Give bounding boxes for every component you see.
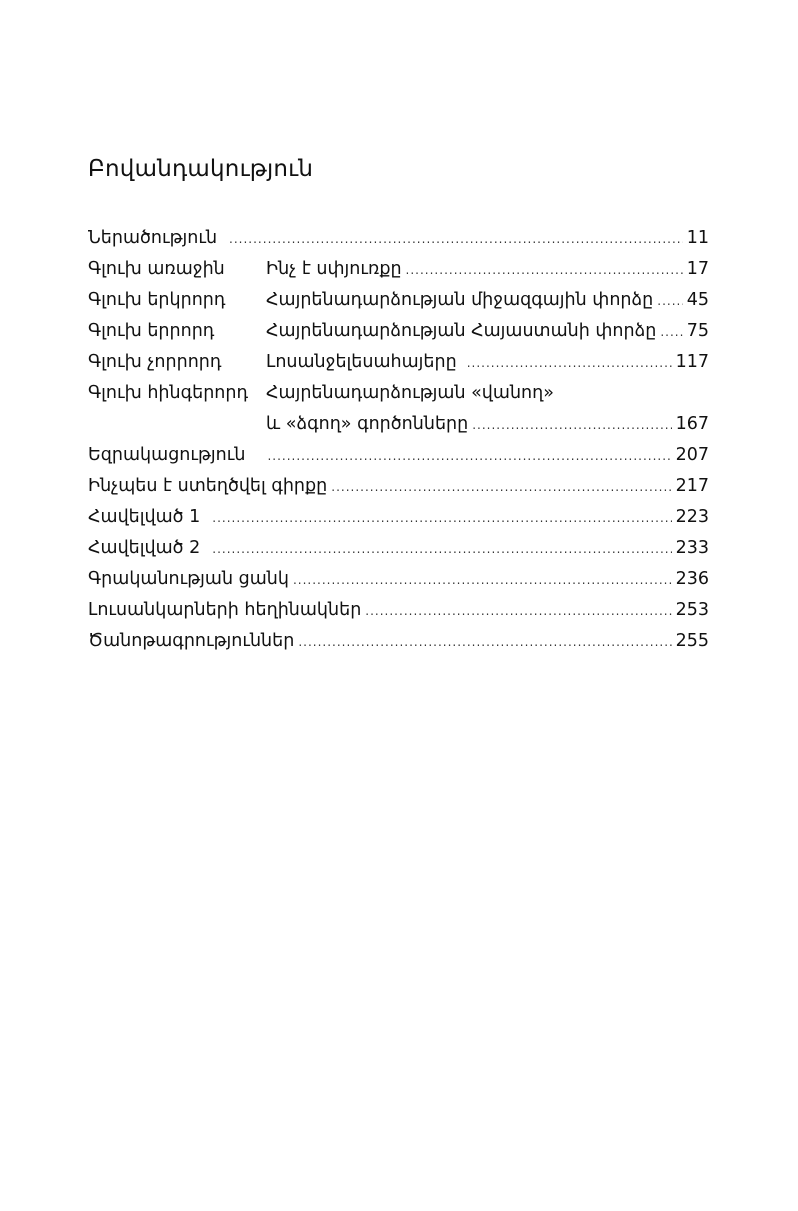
toc-chapter-label: Գլուխ առաջին xyxy=(88,259,225,279)
leader-dots xyxy=(229,224,683,255)
toc-entry-label: Ծանոթագրություններ xyxy=(88,631,295,651)
toc-entry-chapter-1 xyxy=(88,254,709,285)
leader-dots xyxy=(293,565,672,596)
toc-page-number: 253 xyxy=(675,600,709,620)
toc-page-number: 223 xyxy=(675,507,709,527)
toc-entry-chapter-2 xyxy=(88,285,709,316)
table-of-contents xyxy=(88,223,709,657)
toc-chapter-label: Գլուխ երկրորդ xyxy=(88,290,226,310)
toc-chapter-label: Գլուխ հինգերորդ xyxy=(88,383,249,403)
toc-chapter-title: Ինչ է սփյուռքը xyxy=(266,259,402,279)
toc-chapter-title: և «ձգող» գործոնները xyxy=(266,414,469,434)
toc-entry-notes xyxy=(88,626,709,657)
toc-page-number: 236 xyxy=(675,569,709,589)
toc-entry-making-of-book xyxy=(88,471,709,502)
toc-entry-conclusion xyxy=(88,440,709,471)
leader-dots xyxy=(331,472,671,503)
toc-entry-bibliography xyxy=(88,564,709,595)
toc-entry-label: Ներածություն xyxy=(88,228,218,248)
toc-entry-photo-authors xyxy=(88,595,709,626)
toc-entry-appendix-2 xyxy=(88,533,709,564)
toc-chapter-label: Գլուխ երրորդ xyxy=(88,321,215,341)
toc-chapter-title: Հայրենադարձության Հայաստանի փորձը xyxy=(266,321,657,341)
toc-entry-label: Եզրակացություն xyxy=(88,445,246,465)
toc-entry-label: Լուսանկարների հեղինակներ xyxy=(88,600,362,620)
leader-dots xyxy=(267,441,671,472)
leader-dots xyxy=(212,503,671,534)
toc-page-number: 217 xyxy=(675,476,709,496)
toc-entry-label: Հավելված 2 xyxy=(88,538,201,558)
toc-page-number: 255 xyxy=(675,631,709,651)
toc-page-number: 233 xyxy=(675,538,709,558)
leader-dots xyxy=(298,627,671,658)
leader-dots xyxy=(660,317,682,348)
toc-page-number: 117 xyxy=(675,352,709,372)
toc-entry-chapter-5-continued xyxy=(88,409,709,440)
toc-page-number: 207 xyxy=(675,445,709,465)
toc-chapter-label: Գլուխ չորրորդ xyxy=(88,352,222,372)
toc-page-number: 11 xyxy=(686,228,709,248)
toc-entry-chapter-5 xyxy=(88,378,709,409)
leader-dots xyxy=(212,534,671,565)
leader-dots xyxy=(472,410,671,441)
leader-dots xyxy=(657,286,682,317)
toc-chapter-title: Հայրենադարձության միջազգային փորձը xyxy=(266,290,654,310)
toc-entry-intro xyxy=(88,223,709,254)
toc-entry-chapter-3 xyxy=(88,316,709,347)
toc-entry-appendix-1 xyxy=(88,502,709,533)
toc-page-number: 167 xyxy=(675,414,709,434)
toc-chapter-title: Հայրենադարձության «վանող» xyxy=(266,383,554,403)
toc-page-number: 17 xyxy=(686,259,709,279)
page-title: Բովանդակություն xyxy=(88,156,314,182)
toc-entry-label: Գրականության ցանկ xyxy=(88,569,289,589)
toc-entry-chapter-4 xyxy=(88,347,709,378)
toc-entry-label: Հավելված 1 xyxy=(88,507,201,527)
toc-page-number: 75 xyxy=(686,321,709,341)
toc-chapter-title: Լոսանջելեսահայերը xyxy=(266,352,457,372)
leader-dots xyxy=(467,348,672,379)
leader-dots xyxy=(365,596,671,627)
leader-dots xyxy=(406,255,683,286)
toc-entry-label: Ինչպես է ստեղծվել գիրքը xyxy=(88,476,328,496)
toc-page-number: 45 xyxy=(686,290,709,310)
